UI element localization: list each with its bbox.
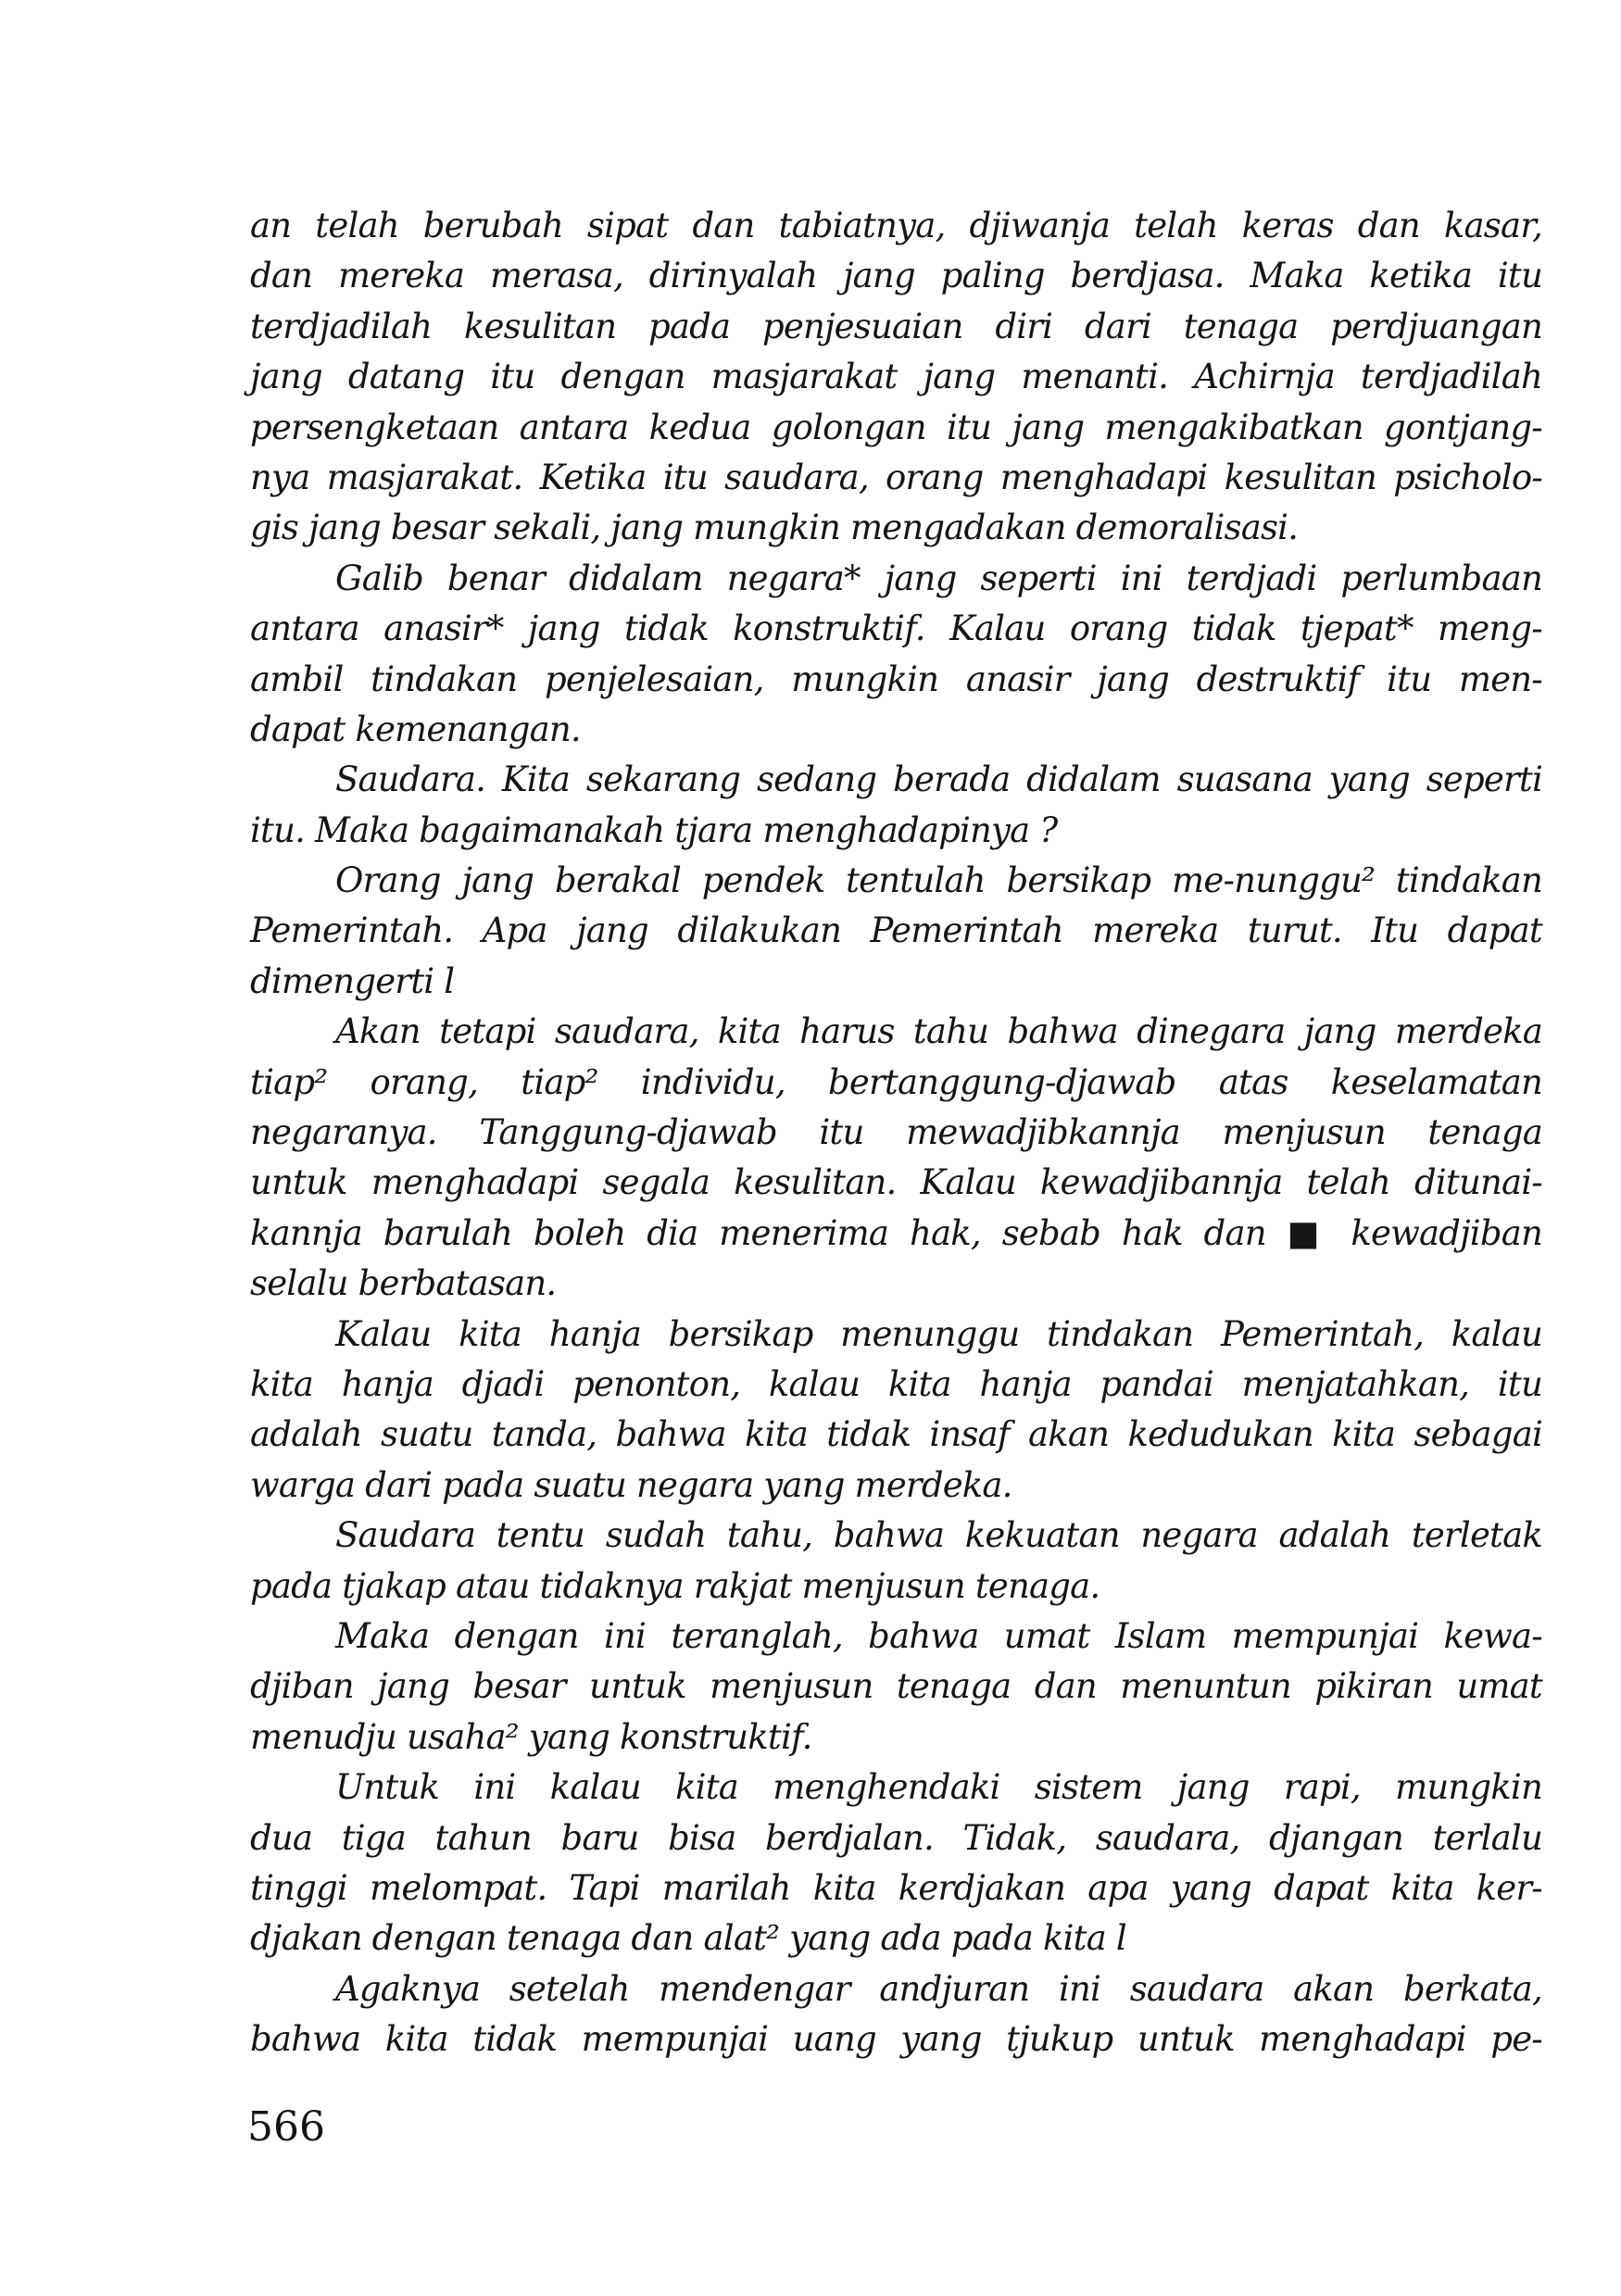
text-line: antara anasir* jang tidak konstruktif. Kalau orang tidak tjepat* meng-: [250, 609, 1542, 649]
text-line: selalu berbatasan.: [250, 1263, 557, 1304]
text-line: kannja barulah boleh dia menerima hak, sebab hak dan ■ kewadjiban: [250, 1212, 1542, 1253]
text-line: itu. Maka bagaimanakah tjara menghadapinya ?: [250, 809, 1058, 850]
text-line: Pemerintah. Apa jang dilakukan Pemerintah mereka turut. Itu dapat: [250, 910, 1542, 951]
body-text: [250, 201, 1542, 2064]
page-number: 566: [247, 2103, 325, 2151]
text-line: jang datang itu dengan masjarakat jang menanti. Achirnja terdjadilah: [250, 357, 1542, 397]
text-line: untuk menghadapi segala kesulitan. Kalau kewadjibannja telah ditunai-: [250, 1162, 1542, 1203]
text-line: djiban jang besar untuk menjusun tenaga dan menuntun pikiran umat: [250, 1666, 1542, 1707]
text-line: Untuk ini kalau kita menghendaki sistem jang rapi, mungkin: [335, 1767, 1542, 1808]
text-line: djakan dengan tenaga dan alat² yang ada pada kita l: [250, 1918, 1126, 1959]
text-line: Agaknya setelah mendengar andjuran ini saudara akan berkata,: [335, 1968, 1542, 2009]
text-line: dua tiga tahun baru bisa berdjalan. Tidak, saudara, djangan terlalu: [250, 1817, 1542, 1858]
text-line: persengketaan antara kedua golongan itu jang mengakibatkan gontjang-: [250, 407, 1542, 447]
text-line: menudju usaha² yang konstruktif.: [250, 1716, 812, 1757]
text-line: Orang jang berakal pendek tentulah bersikap me-nunggu² tindakan: [335, 860, 1542, 901]
text-line: bahwa kita tidak mempunjai uang yang tjukup untuk menghadapi pe-: [250, 2019, 1542, 2060]
text-line: an telah berubah sipat dan tabiatnya, djiwanja telah keras dan kasar,: [250, 206, 1542, 245]
text-line: terdjadilah kesulitan pada penjesuaian diri dari tenaga perdjuangan: [250, 306, 1542, 346]
text-line: warga dari pada suatu negara yang merdeka.: [250, 1464, 1012, 1505]
text-line: gis jang besar sekali, jang mungkin mengadakan demoralisasi.: [250, 508, 1299, 548]
text-line: Saudara tentu sudah tahu, bahwa kekuatan negara adalah terletak: [335, 1515, 1542, 1556]
text-line: dan mereka merasa, dirinyalah jang paling berdjasa. Maka ketika itu: [250, 256, 1542, 296]
text-line: tiap² orang, tiap² individu, bertanggung-djawab atas keselamatan: [250, 1061, 1542, 1102]
text-line: nya masjarakat. Ketika itu saudara, orang menghadapi kesulitan psicholo-: [250, 457, 1542, 497]
text-line: Saudara. Kita sekarang sedang berada didalam suasana yang seperti: [335, 759, 1542, 800]
text-line: ambil tindakan penjelesaian, mungkin anasir jang destruktif itu men-: [250, 659, 1542, 699]
text-line: kita hanja djadi penonton, kalau kita hanja pandai menjatahkan, itu: [250, 1363, 1542, 1404]
text-line: Galib benar didalam negara* jang seperti ini terdjadi perlumbaan: [335, 558, 1542, 598]
text-line: Maka dengan ini teranglah, bahwa umat Islam mempunjai kewa-: [335, 1615, 1542, 1656]
text-line: Kalau kita hanja bersikap menunggu tindakan Pemerintah, kalau: [335, 1313, 1542, 1354]
text-line: tinggi melompat. Tapi marilah kita kerdjakan apa yang dapat kita ker-: [250, 1867, 1542, 1908]
text-line: negaranya. Tanggung-djawab itu mewadjibkannja menjusun tenaga: [250, 1112, 1542, 1153]
text-line: dapat kemenangan.: [250, 709, 581, 749]
text-line: dimengerti l: [250, 960, 455, 1001]
text-line: Akan tetapi saudara, kita harus tahu bahwa dinegara jang merdeka: [335, 1011, 1542, 1052]
text-line: pada tjakap atau tidaknya rakjat menjusun tenaga.: [250, 1565, 1100, 1606]
text-line: adalah suatu tanda, bahwa kita tidak insaf akan kedudukan kita sebagai: [250, 1414, 1542, 1455]
